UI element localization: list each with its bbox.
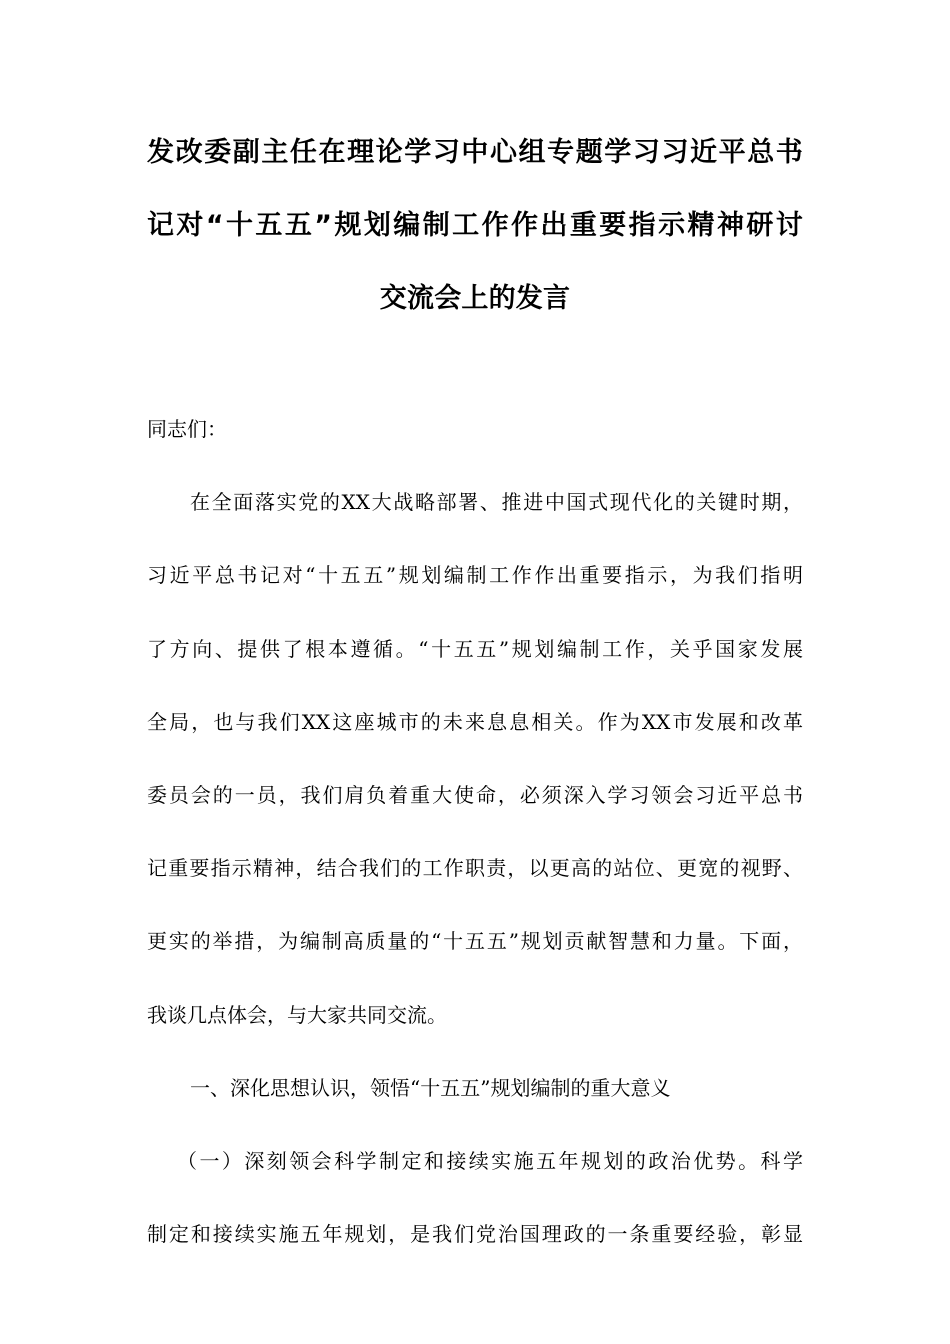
salutation: 同志们：	[147, 417, 227, 441]
document-title	[147, 116, 803, 335]
paragraph-1-line-5: 委员会的一员，我们肩负着重大使命，必须深入学习领会习近平总书	[147, 782, 803, 807]
paragraph-1-line-2: 习近平总书记对“十五五”规划编制工作作出重要指示，为我们指明	[147, 563, 803, 588]
section-1-heading: 一、深化思想认识，领悟“十五五”规划编制的重大意义	[190, 1075, 671, 1100]
paragraph-1-line-4: 全局，也与我们XX这座城市的未来息息相关。作为XX市发展和改革	[147, 709, 803, 734]
subsection-1-line-1: （一）深刻领会科学制定和接续实施五年规划的政治优势。科学	[177, 1148, 803, 1173]
title-line-1: 发改委副主任在理论学习中心组专题学习习近平总书	[147, 137, 803, 168]
subsection-1-line-2: 制定和接续实施五年规划，是我们党治国理政的一条重要经验，彰显	[147, 1222, 803, 1247]
paragraph-1-line-7: 更实的举措，为编制高质量的“十五五”规划贡献智慧和力量。下面，	[147, 929, 803, 954]
paragraph-1-line-3: 了方向、提供了根本遵循。“十五五”规划编制工作，关乎国家发展	[147, 636, 803, 661]
document-body	[147, 393, 803, 1271]
title-line-3: 交流会上的发言	[379, 283, 571, 314]
paragraph-1-line-6: 记重要指示精神，结合我们的工作职责，以更高的站位、更宽的视野、	[147, 856, 803, 881]
paragraph-1-line-1: 在全面落实党的XX大战略部署、推进中国式现代化的关键时期，	[190, 490, 803, 515]
title-line-2: 记对“十五五”规划编制工作作出重要指示精神研讨	[147, 210, 803, 241]
paragraph-1-line-8: 我谈几点体会，与大家共同交流。	[147, 1002, 447, 1027]
